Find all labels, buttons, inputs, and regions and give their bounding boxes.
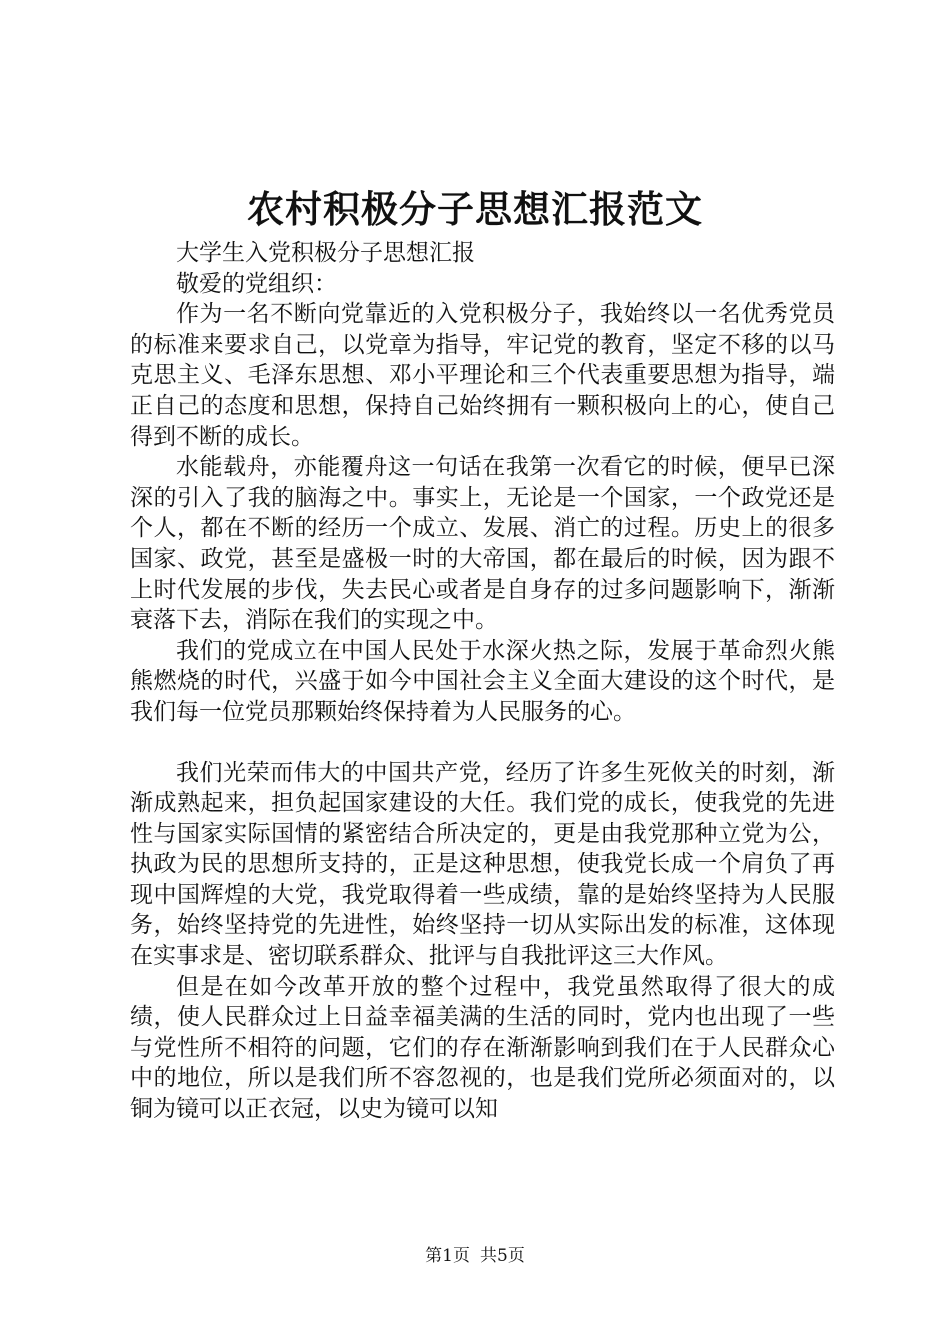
page-total: 共5页 [480, 1246, 525, 1266]
paragraph-4: 我们光荣而伟大的中国共产党，经历了许多生死攸关的时刻，渐渐成熟起来，担负起国家建设的大任。我们党的成长，使我党的先进性与国家实际国情的紧密结合所决定的，更是由我党那种立党为公，执政为民的思想所支持的，正是这种思想，使我党长成一个肩负了再现中国辉煌的大党，我党取得着一些成绩，靠的是始终坚持为人民服务，始终坚持党的先进性，始终坚持一切从实际出发的标准，这体现在实事求是、密切联系群众、批评与自我批评这三大作风。 [130, 759, 835, 970]
paragraph-2: 水能载舟，亦能覆舟这一句话在我第一次看它的时候，便早已深深的引入了我的脑海之中。事实上，无论是一个国家，一个政党还是个人，都在不断的经历一个成立、发展、消亡的过程。历史上的很多国家、政党，甚至是盛极一时的大帝国，都在最后的时候，因为跟不上时代发展的步伐，失去民心或者是自身存的过多问题影响下，渐渐衰落下去，消际在我们的实现之中。 [130, 454, 835, 634]
paragraph-3: 我们的党成立在中国人民处于水深火热之际，发展于革命烈火熊熊燃烧的时代，兴盛于如今中国社会主义全面大建设的这个时代，是我们每一位党员那颗始终保持着为人民服务的心。 [130, 637, 835, 725]
paragraph-5: 但是在如今改革开放的整个过程中，我党虽然取得了很大的成绩，使人民群众过上日益幸福美满的生活的同时，党内也出现了一些与党性所不相符的问题，它们的存在渐渐影响到我们在于人民群众心中的地位，所以是我们所不容忽视的，也是我们党所必须面对的，以铜为镜可以正衣冠，以史为镜可以知 [130, 973, 835, 1123]
paragraph-1: 作为一名不断向党靠近的入党积极分子，我始终以一名优秀党员的标准来要求自己，以党章为指导，牢记党的教育，坚定不移的以马克思主义、毛泽东思想、邓小平理论和三个代表重要思想为指导，端正自己的态度和思想，保持自己始终拥有一颗积极向上的心，使自己得到不断的成长。 [130, 301, 835, 450]
page-number: 第1页 [425, 1246, 470, 1266]
document-body [130, 238, 835, 1125]
salutation: 敬爱的党组织： [176, 270, 337, 297]
subtitle-line: 大学生入党积极分子思想汇报 [176, 240, 475, 266]
page-footer [0, 1245, 950, 1267]
document-title: 农村积极分子思想汇报范文 [247, 187, 703, 231]
